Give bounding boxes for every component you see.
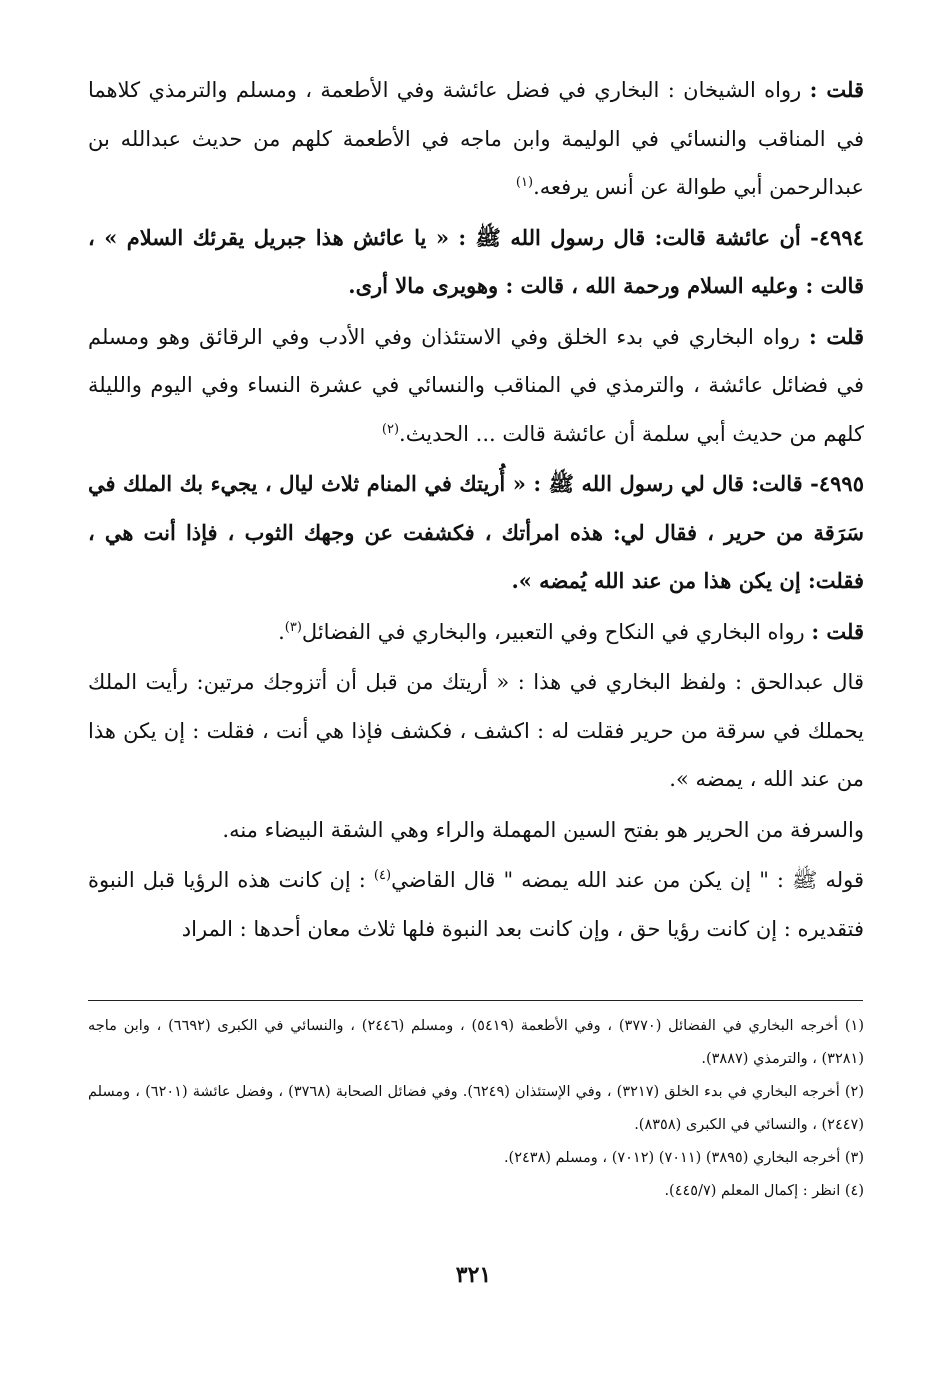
- paragraph-5: [88, 608, 864, 657]
- footnote-3: (٣) أخرجه البخاري (٣٨٩٥) (٧٠١١) (٧٠١٢) ، ومسلم (٢٤٣٨).: [503, 1150, 864, 1166]
- paragraph-text: والسرفة من الحرير هو بفتح السين المهملة والراء وهي الشقة البيضاء منه.: [222, 817, 864, 842]
- footnote-ref[interactable]: (٢): [381, 421, 400, 437]
- paragraph-text: رواه الشيخان : البخاري في فضل عائشة وفي الأطعمة ، ومسلم والترمذي كلاهما في المناقب والنسائي في الوليمة وابن ماجه في الأطعمة كلهم من حديث عبدالله بن عبدالرحمن أبي طوالة عن أنس يرفعه.: [88, 78, 864, 199]
- page-number: ٣٢١: [455, 1262, 492, 1288]
- paragraph-tail: .: [278, 619, 285, 644]
- paragraph-1: [88, 66, 864, 212]
- footnotes: [88, 1010, 864, 1208]
- hadith-text: ٤٩٩٥- قالت: قال لي رسول الله ﷺ : « أُريتك في المنام ثلاث ليال ، يجيء بك الملك في سَرَقة من حرير ، فقال لي: هذه امرأتك ، فكشفت عن وجهك الثوب ، فإذا أنت هي ، فقلت: إن يكن هذا من عند الله يُمضه ».: [88, 471, 864, 593]
- paragraph-text: رواه البخاري في بدء الخلق وفي الاستئذان وفي الأدب وفي الرقائق وهو ومسلم في فضائل عائشة ، والترمذي في المناقب والنسائي في عشرة النساء وفي اليوم والليلة كلهم من حديث أبي سلمة أن عائشة قالت ... الحديث.: [88, 324, 865, 446]
- footnote-2: (٢) أخرجه البخاري في بدء الخلق (٣٢١٧) ، وفي الإستئذان (٦٢٤٩). وفي فضائل الصحابة (٣٧٦٨) ، وفضل عائشة (٦٢٠١) ، ومسلم (٢٤٤٧) ، والنسائي في الكبرى (٨٣٥٨).: [88, 1084, 865, 1133]
- footnote-1: (١) أخرجه البخاري في الفضائل (٣٧٧٠) ، وفي الأطعمة (٥٤١٩) ، ومسلم (٢٤٤٦) ، والنسائي في الكبرى (٦٦٩٢) ، وابن ماجه (٣٢٨١) ، والترمذي (٣٨٨٧).: [88, 1018, 864, 1067]
- paragraph-lead: قلت :: [811, 618, 864, 644]
- footnote-ref[interactable]: (٣): [284, 619, 302, 635]
- footnote-divider: [88, 1000, 863, 1001]
- hadith-4995: [88, 460, 864, 606]
- main-text: [88, 66, 864, 955]
- paragraph-3: [88, 313, 864, 459]
- footnote-ref[interactable]: (١): [515, 175, 534, 190]
- hadith-text: ٤٩٩٤- أن عائشة قالت: قال رسول الله ﷺ : « يا عائش هذا جبريل يقرئك السلام » ، قالت : وعليه السلام ورحمة الله ، قالت : وهويرى مالا أرى.: [88, 224, 864, 298]
- paragraph-text: قوله ﷺ : " إن يكن من عند الله يمضه " قال القاضي: [391, 868, 865, 892]
- paragraph-7: [88, 806, 864, 855]
- paragraph-lead: قلت :: [809, 77, 864, 102]
- paragraph-text: قال عبدالحق : ولفظ البخاري في هذا : « أريتك من قبل أن أتزوجك مرتين: رأيت الملك يحملك في سرقة من حرير فقلت له : اكشف ، فكشف فإذا هي أنت ، فقلت : إن يكن هذا من عند الله ، يمضه ».: [88, 670, 864, 791]
- paragraph-tail: : إن كانت هذه الرؤيا قبل النبوة فتقديره : إن كانت رؤيا حق ، وإن كانت بعد النبوة فلها ثلاث معان أحدها : المراد: [88, 868, 864, 941]
- paragraph-6: [88, 658, 864, 804]
- paragraph-8: [88, 856, 864, 953]
- footnote-4: (٤) انظر : إكمال المعلم (٤٤٥/٧).: [664, 1183, 864, 1199]
- paragraph-lead: قلت :: [808, 323, 864, 349]
- footnote-ref[interactable]: (٤): [373, 868, 392, 883]
- paragraph-text: رواه البخاري في النكاح وفي التعبير، والبخاري في الفضائل: [301, 619, 812, 644]
- hadith-4994: [88, 214, 864, 311]
